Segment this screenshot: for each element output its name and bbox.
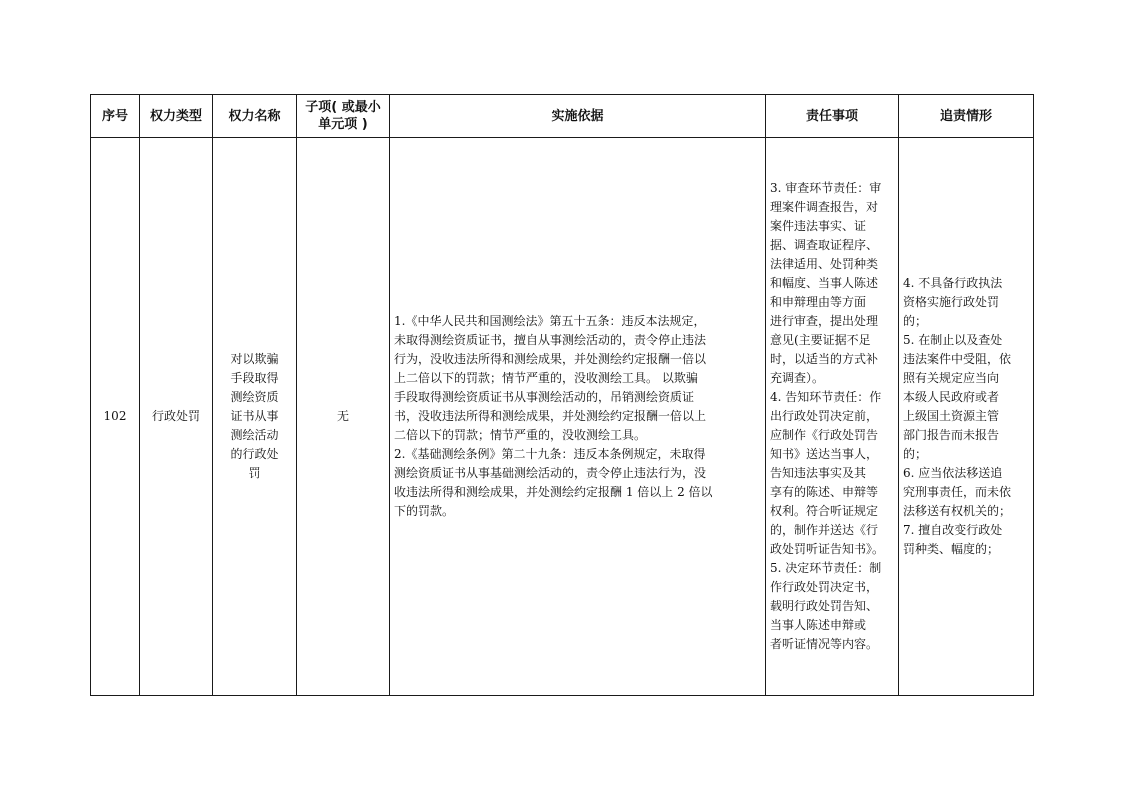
duty-line: 出行政处罚决定前，: [770, 409, 879, 423]
basis-line: 1.《中华人民共和国测绘法》第五十五条：违反本法规定，: [394, 314, 706, 328]
accountability-line: 上级国土资源主管: [903, 409, 1000, 423]
duty-line: 的，制作并送达《行: [770, 523, 879, 537]
duty-line: 载明行政处罚告知、: [770, 599, 879, 613]
header-sub-item: [297, 95, 390, 138]
accountability-line: 的；: [903, 314, 928, 328]
duty-line: 应制作《行政处罚告: [770, 428, 879, 442]
duty-line: 和幅度、当事人陈述: [770, 276, 879, 290]
basis-line: 2.《基础测绘条例》第二十九条：违反本条例规定，未取得: [394, 447, 706, 461]
duty-line: 据、调查取证程序、: [770, 238, 879, 252]
cell-power-type: 行政处罚: [140, 138, 213, 696]
power-name-line: 测绘资质: [230, 390, 279, 404]
accountability-line: 本级人民政府或者: [903, 390, 1000, 404]
header-sub-item-line2: 单元项 ): [318, 117, 368, 132]
cell-basis: [390, 138, 766, 696]
power-name-line: 对以欺骗: [230, 352, 279, 366]
duty-line: 充调查）。: [770, 371, 825, 385]
accountability-line: 法移送有权机关的；: [903, 504, 1012, 518]
accountability-line: 罚种类、幅度的；: [903, 542, 1000, 556]
accountability-line: 照有关规定应当向: [903, 371, 1000, 385]
duty-line: 进行审查，提出处理: [770, 314, 879, 328]
cell-power-name: [213, 138, 297, 696]
duty-line: 3. 审查环节责任：审: [770, 181, 882, 195]
duty-line: 法律适用、处罚种类: [770, 257, 879, 271]
header-duties: 责任事项: [766, 95, 899, 138]
table-header-row: [91, 95, 1034, 138]
accountability-line: 资格实施行政处罚: [903, 295, 1000, 309]
duty-line: 政处罚听证告知书》。: [770, 542, 885, 556]
power-name-line: 证书从事: [230, 409, 279, 423]
basis-line: 二倍以下的罚款；情节严重的，没收测绘工具。: [394, 428, 647, 442]
cell-seq: 102: [91, 138, 140, 696]
table-row: [91, 138, 1034, 696]
duty-line: 当事人陈述申辩或: [770, 618, 867, 632]
basis-line: 书，没收违法所得和测绘成果，并处测绘约定报酬一倍以上: [394, 409, 707, 423]
accountability-line: 5. 在制止以及查处: [903, 333, 1003, 347]
power-name-line: 的行政处: [230, 447, 279, 461]
duty-line: 意见(主要证据不足: [770, 333, 871, 347]
header-accountability: 追责情形: [899, 95, 1034, 138]
power-name-line: 手段取得: [230, 371, 279, 385]
basis-line: 未取得测绘资质证书，擅自从事测绘活动的，责令停止违法: [394, 333, 707, 347]
duty-line: 者听证情况等内容。: [770, 637, 879, 651]
duty-line: 4. 告知环节责任：作: [770, 390, 882, 404]
header-sub-item-line1: 子项( 或最小: [305, 100, 381, 115]
duty-line: 理案件调查报告，对: [770, 200, 879, 214]
basis-line: 上二倍以下的罚款；情节严重的，没收测绘工具。 以欺骗: [394, 371, 698, 385]
accountability-line: 6. 应当依法移送追: [903, 466, 1003, 480]
accountability-line: 的；: [903, 447, 928, 461]
basis-line: 行为，没收违法所得和测绘成果，并处测绘约定报酬一倍以: [394, 352, 707, 366]
header-power-type: 权力类型: [140, 95, 213, 138]
basis-line: 下的罚款。: [394, 504, 455, 518]
duty-line: 权利。符合听证规定: [770, 504, 879, 518]
accountability-line: 究刑事责任，而未依: [903, 485, 1012, 499]
basis-line: 收违法所得和测绘成果，并处测绘约定报酬 1 倍以上 2 倍以: [394, 485, 713, 499]
power-list-table: [90, 94, 1034, 696]
duty-line: 和申辩理由等方面: [770, 295, 867, 309]
basis-line: 测绘资质证书从事基础测绘活动的，责令停止违法行为，没: [394, 466, 707, 480]
cell-accountability: [899, 138, 1034, 696]
cell-duties: [766, 138, 899, 696]
accountability-line: 违法案件中受阻，依: [903, 352, 1012, 366]
accountability-line: 4. 不具备行政执法: [903, 276, 1003, 290]
header-power-name: 权力名称: [213, 95, 297, 138]
duty-line: 时，以适当的方式补: [770, 352, 879, 366]
header-seq: 序号: [91, 95, 140, 138]
power-name-line: 罚: [248, 466, 261, 480]
duty-line: 案件违法事实、证: [770, 219, 867, 233]
power-name-line: 测绘活动: [230, 428, 279, 442]
accountability-line: 7. 擅自改变行政处: [903, 523, 1003, 537]
basis-line: 手段取得测绘资质证书从事测绘活动的，吊销测绘资质证: [394, 390, 695, 404]
header-basis: 实施依据: [390, 95, 766, 138]
duty-line: 告知违法事实及其: [770, 466, 867, 480]
duty-line: 作行政处罚决定书，: [770, 580, 879, 594]
duty-line: 5. 决定环节责任：制: [770, 561, 882, 575]
accountability-line: 部门报告而未报告: [903, 428, 1000, 442]
cell-sub-item: 无: [297, 138, 390, 696]
duty-line: 享有的陈述、申辩等: [770, 485, 879, 499]
duty-line: 知书》送达当事人，: [770, 447, 879, 461]
